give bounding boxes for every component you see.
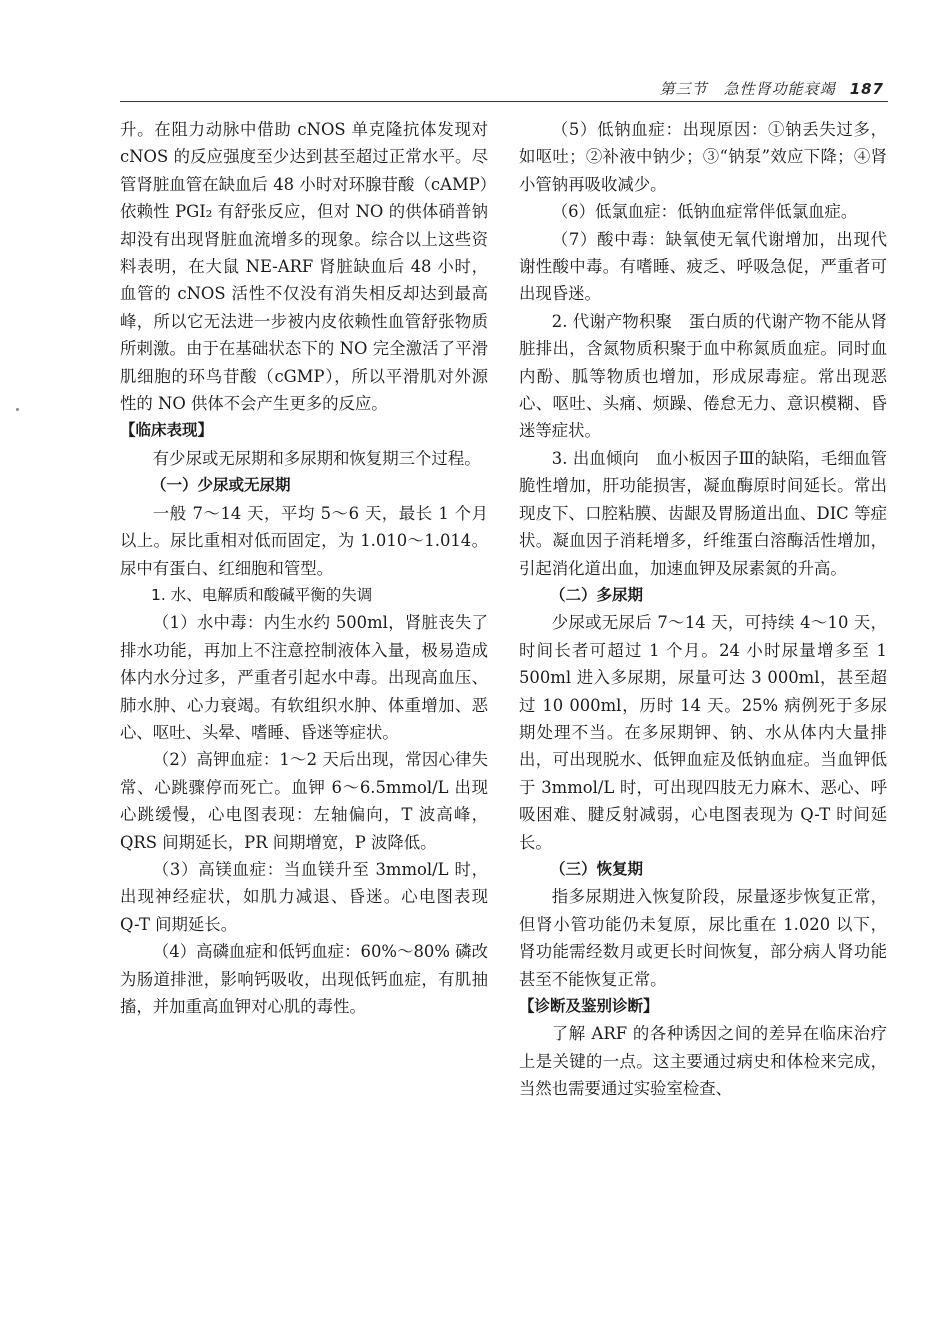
item-heading: 1. 水、电解质和酸碱平衡的失调 [151, 585, 373, 604]
paragraph: 少尿或无尿后 7～14 天，可持续 4～10 天，时间长者可超过 1 个月。24 小时尿量增多至 1 500ml 进入多尿期，尿量可达 3 000ml，甚至超过 10 000ml，历时 14 天。25% 病例死于多尿期处理不当。在多尿期钾、钠、水从体内大量排出，可出现脱水、低钾血症及低钠血症。当血钾低于 3mmol/L 时，可出现四肢无力麻木、恶心、呼吸困难、腱反射减弱，心电图表现为 Q-T 时间延长。 [519, 613, 887, 852]
paragraph: （7）酸中毒：缺氧使无氧代谢增加，出现代谢性酸中毒。有嗜睡、疲乏、呼吸急促，严重者可出现昏迷。 [519, 229, 887, 304]
header-section-title: 第三节 急性肾功能衰竭 [659, 80, 836, 98]
left-column [120, 116, 488, 1020]
section-heading-clinical: 【临床表现】 [120, 421, 214, 440]
paragraph: （1）水中毒：内生水约 500ml，肾脏丧失了排水功能，再加上不注意控制液体入量，极易造成体内水分过多，严重者引起水中毒。出现高血压、肺水肿、心力衰竭。有软组织水肿、体重增加、恶心、呕吐、头晕、嗜睡、昏迷等症状。 [120, 613, 488, 742]
paragraph: 有少尿或无尿期和多尿期和恢复期三个过程。 [152, 448, 481, 468]
paragraph: 3. 出血倾向 血小板因子Ⅲ的缺陷，毛细血管脆性增加，肝功能损害，凝血酶原时间延长。常出现皮下、口腔粘膜、齿龈及胃肠道出血、DIC 等症状。凝血因子消耗增多，纤维蛋白溶酶活性增加，引起消化道出血，加速血钾及尿素氮的升高。 [519, 448, 887, 578]
right-column [519, 116, 887, 1103]
section-heading-diagnosis: 【诊断及鉴别诊断】 [519, 997, 659, 1015]
paragraph: （2）高钾血症：1～2 天后出现，常因心律失常、心跳骤停而死亡。血钾 6～6.5mmol/L 出现心跳缓慢，心电图表现：左轴偏向，T 波高峰，QRS 间期延长，PR 间期增宽，P 波降低。 [120, 750, 488, 852]
running-header [120, 74, 888, 102]
paragraph: （3）高镁血症：当血镁升至 3mmol/L 时，出现神经症状，如肌力减退、昏迷。心电图表现 Q-T 间期延长。 [120, 859, 488, 934]
subheading-oliguria: （一）少尿或无尿期 [151, 476, 291, 495]
paragraph: 2. 代谢产物积聚 蛋白质的代谢产物不能从肾脏排出，含氮物质积聚于血中称氮质血症。同时血内酚、胍等物质也增加，形成尿毒症。常出现恶心、呕吐、头痛、烦躁、倦怠无力、意识模糊、昏迷等症状。 [519, 311, 887, 441]
page-number: 187 [849, 80, 884, 98]
subheading-polyuria: （二）多尿期 [550, 585, 644, 604]
margin-speck [16, 408, 19, 411]
paragraph: （5）低钠血症：出现原因：①钠丢失过多，如呕吐；②补液中钠少；③“钠泵”效应下降；④肾小管钠再吸收减少。 [519, 120, 887, 194]
paragraph: 指多尿期进入恢复阶段，尿量逐步恢复正常，但肾小管功能仍未复原，尿比重在 1.020 以下，肾功能需经数月或更长时间恢复，部分病人肾功能甚至不能恢复正常。 [519, 887, 887, 989]
paragraph: （4）高磷血症和低钙血症：60%～80% 磷改为肠道排泄，影响钙吸收，出现低钙血症，有肌抽搐，并加重高血钾对心肌的毒性。 [120, 942, 488, 1016]
paragraph: （6）低氯血症：低钠血症常伴低氯血症。 [551, 202, 858, 222]
paragraph: 了解 ARF 的各种诱因之间的差异在临床治疗上是关键的一点。这主要通过病史和体检来完成，当然也需要通过实验室检查、 [519, 1024, 887, 1099]
paragraph: 一般 7～14 天，平均 5～6 天，最长 1 个月以上。尿比重相对低而固定，为 1.010～1.014。尿中有蛋白、红细胞和管型。 [120, 503, 488, 578]
header-rule [120, 101, 888, 102]
subheading-recovery: （三）恢复期 [550, 859, 644, 878]
header-text [660, 78, 884, 99]
paragraph: 升。在阻力动脉中借助 cNOS 单克隆抗体发现对 cNOS 的反应强度至少达到甚至超过正常水平。尽管肾脏血管在缺血后 48 小时对环腺苷酸（cAMP）依赖性 PGI₂ 有舒张反应，但对 NO 的供体硝普钠却没有出现肾脏血流增多的现象。综合以上这些资料表明，在大鼠 NE-ARF 肾脏缺血后 48 小时，血管的 cNOS 活性不仅没有消失相反却达到最高峰，所以它无法进一步被内皮依赖性血管舒张物质所刺激。由于在基础状态下的 NO 完全激活了平滑肌细胞的环鸟苷酸（cGMP），所以平滑肌对外源性的 NO 供体不会产生更多的反应。 [120, 120, 488, 414]
